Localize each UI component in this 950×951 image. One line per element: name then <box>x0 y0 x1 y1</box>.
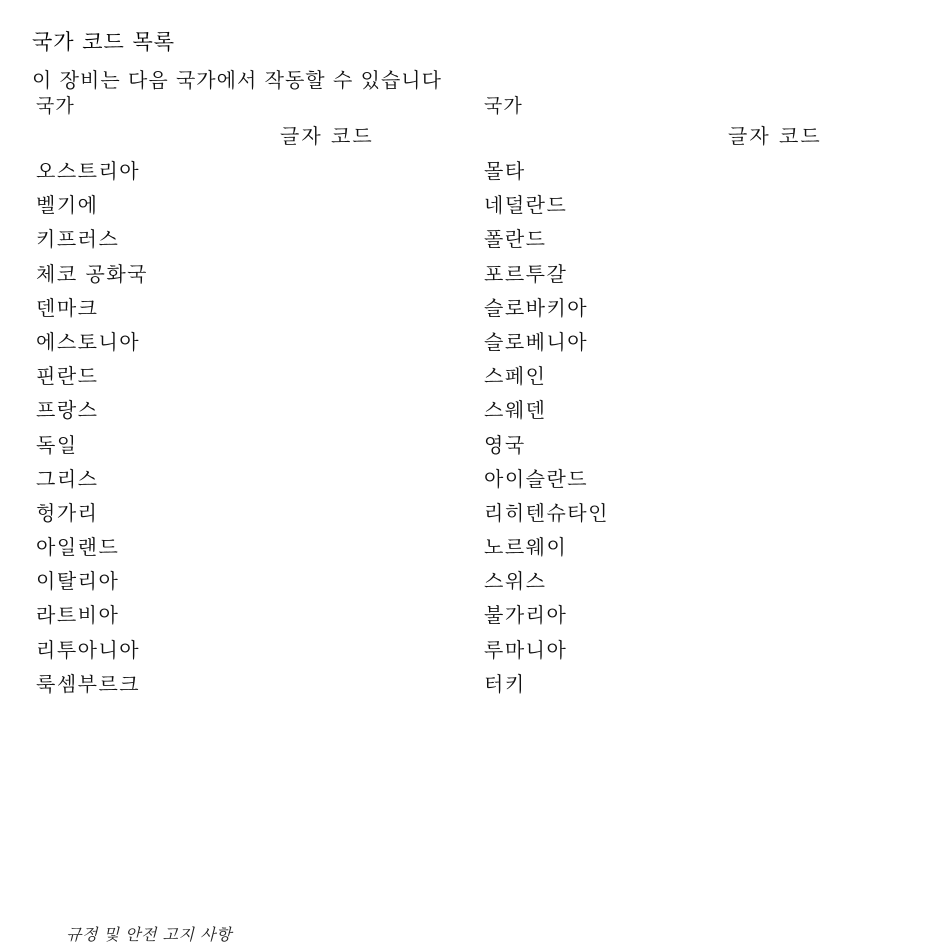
country-item: 독일 <box>36 432 78 457</box>
country-item: 에스토니아 <box>36 329 141 354</box>
country-item: 이탈리아 <box>36 569 120 594</box>
country-column-left <box>36 92 456 701</box>
country-item: 오스트리아 <box>36 159 141 183</box>
country-item: 그리스 <box>36 466 99 491</box>
country-item: 네덜란드 <box>484 193 568 218</box>
column-header-code: 글자 코드 <box>728 124 822 148</box>
country-item: 불가리아 <box>484 603 568 628</box>
country-item: 노르웨이 <box>484 535 568 560</box>
country-list-right <box>484 154 904 701</box>
country-item: 헝가리 <box>36 500 99 525</box>
country-item: 폴란드 <box>484 227 547 252</box>
country-item: 몰타 <box>484 159 526 183</box>
column-header-country: 국가 <box>36 95 75 117</box>
country-item: 덴마크 <box>36 295 99 320</box>
column-header-code: 글자 코드 <box>280 124 374 148</box>
column-header-country: 국가 <box>484 95 523 117</box>
country-item: 터키 <box>484 671 526 696</box>
country-item: 포르투갈 <box>484 261 568 286</box>
country-item: 아일랜드 <box>36 535 120 560</box>
country-item: 루마니아 <box>484 637 568 662</box>
country-item: 리히텐슈타인 <box>484 500 609 525</box>
country-item: 룩셈부르크 <box>36 671 141 696</box>
country-item: 키프러스 <box>36 227 120 252</box>
country-item: 스웨덴 <box>484 398 547 423</box>
footer-note: 규정 및 안전 고지 사항 <box>66 925 232 944</box>
country-item: 라트비아 <box>36 603 120 628</box>
country-item: 슬로바키아 <box>484 295 589 320</box>
country-item: 벨기에 <box>36 193 99 218</box>
country-item: 프랑스 <box>36 398 99 423</box>
country-column-right <box>484 92 904 701</box>
country-item: 리투아니아 <box>36 637 141 662</box>
country-item: 영국 <box>484 432 526 457</box>
country-list-left <box>36 154 456 701</box>
country-item: 스페인 <box>484 364 547 389</box>
intro-text: 이 장비는 다음 국가에서 작동할 수 있습니다 <box>32 68 442 92</box>
page-title: 국가 코드 목록 <box>32 30 176 54</box>
country-item: 아이슬란드 <box>484 466 589 491</box>
country-item: 핀란드 <box>36 364 99 389</box>
country-item: 슬로베니아 <box>484 329 589 354</box>
country-item: 스위스 <box>484 569 547 594</box>
country-item: 체코 공화국 <box>36 261 148 286</box>
